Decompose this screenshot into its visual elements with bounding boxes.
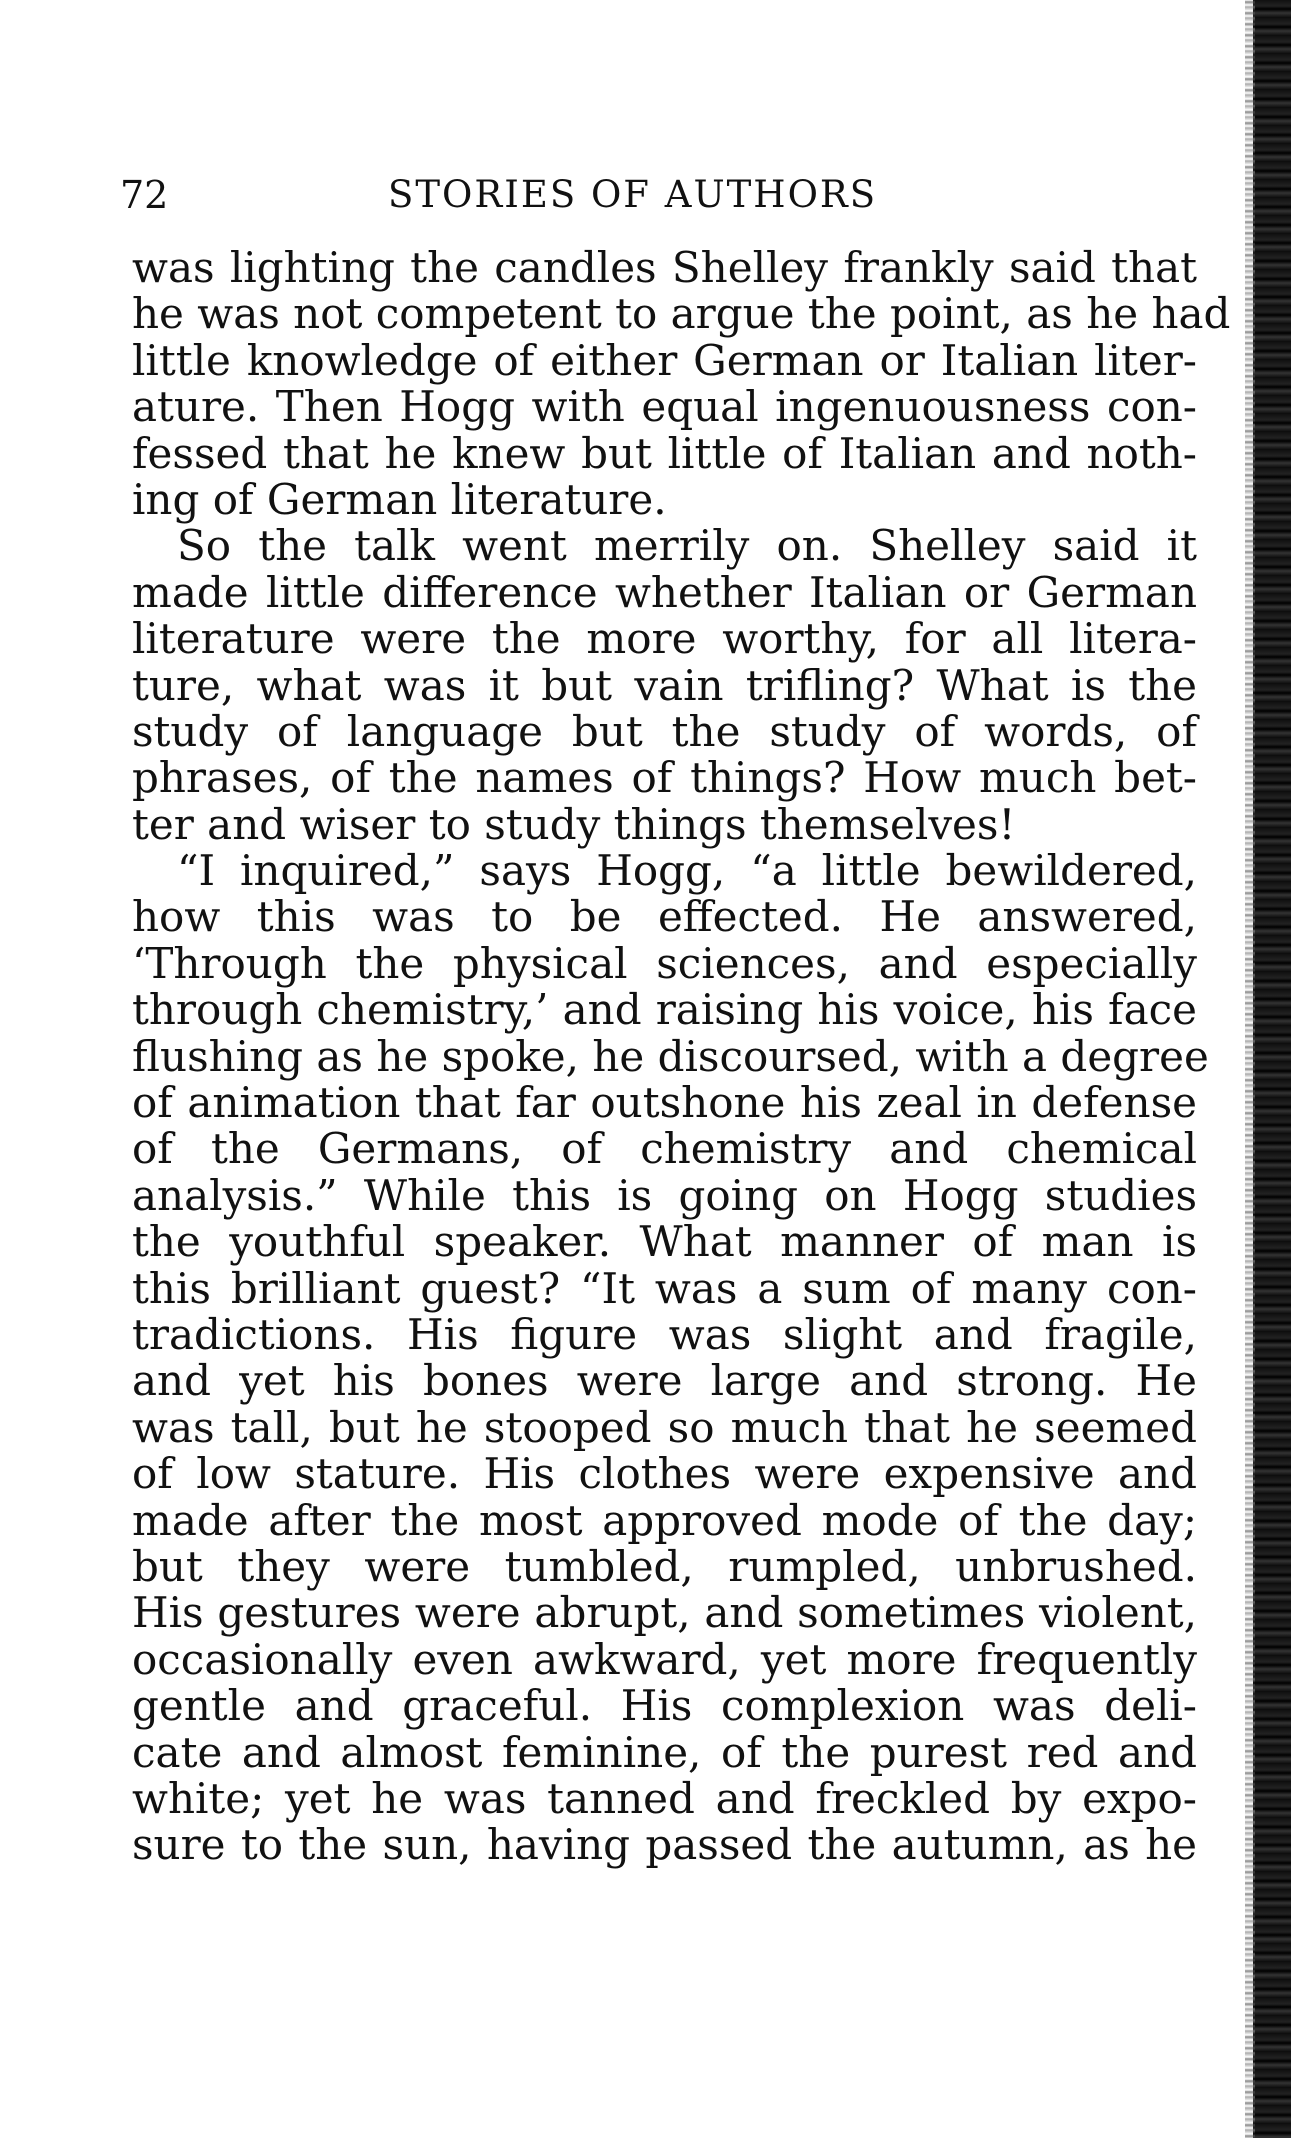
text-line: fessed that he knew but little of Italian and noth- [132, 428, 1197, 478]
text-line: ing of German literature. [132, 474, 667, 524]
page-number: 72 [120, 173, 169, 217]
text-line: sure to the sun, having passed the autumn, as he [132, 1820, 1197, 1870]
text-line: ‘Through the physical sciences, and especially [132, 938, 1197, 988]
text-line: this brilliant guest? “It was a sum of many con- [132, 1263, 1197, 1313]
text-line: cate and almost feminine, of the purest red and [132, 1727, 1197, 1777]
text-line: was tall, but he stooped so much that he seemed [132, 1402, 1197, 1452]
text-line: of the Germans, of chemistry and chemical [132, 1124, 1197, 1174]
text-line: literature were the more worthy, for all litera- [132, 614, 1197, 664]
text-line: tradictions. His figure was slight and fragile, [132, 1309, 1197, 1359]
text-line: ter and wiser to study things themselves! [132, 799, 1016, 849]
text-line: was lighting the candles Shelley frankly said that [132, 243, 1197, 292]
page-header [120, 170, 1200, 220]
text-line: and yet his bones were large and strong. He [132, 1356, 1197, 1406]
text-line: little knowledge of either German or Italian liter- [132, 335, 1197, 385]
text-line: occasionally even awkward, yet more frequently [132, 1634, 1197, 1684]
text-line: of low stature. His clothes were expensive and [132, 1449, 1197, 1499]
text-line: he was not competent to argue the point, as he had [132, 289, 1231, 339]
text-line: So the talk went merrily on. Shelley said it [177, 521, 1197, 571]
text-line: the youthful speaker. What manner of man is [132, 1217, 1197, 1267]
text-line: His gestures were abrupt, and sometimes violent, [132, 1588, 1197, 1638]
text-line: through chemistry,’ and raising his voice, his face [132, 985, 1197, 1035]
text-line: made after the most approved mode of the day; [132, 1495, 1197, 1545]
text-line: phrases, of the names of things? How much bet- [132, 753, 1197, 803]
text-line: study of language but the study of words, of [132, 706, 1197, 756]
text-line: of animation that far outshone his zeal in defense [132, 1078, 1197, 1128]
text-line: how this was to be effected. He answered, [132, 892, 1197, 942]
text-line: analysis.” While this is going on Hogg studies [132, 1170, 1197, 1220]
text-line: “I inquired,” says Hogg, “a little bewildered, [177, 846, 1197, 896]
body-text [132, 243, 1231, 1870]
text-line: but they were tumbled, rumpled, unbrushed. [132, 1541, 1197, 1591]
text-line: white; yet he was tanned and freckled by expo- [132, 1773, 1197, 1823]
page-edge-shadow [1253, 0, 1291, 2138]
text-line: flushing as he spoke, he discoursed, with a degree [132, 1031, 1209, 1081]
text-line: made little difference whether Italian or German [132, 567, 1197, 617]
text-line: ature. Then Hogg with equal ingenuousness con- [132, 382, 1197, 432]
running-title: STORIES OF AUTHORS [388, 173, 878, 216]
text-line: gentle and graceful. His complexion was deli- [132, 1681, 1197, 1731]
text-line: ture, what was it but vain trifling? What is the [132, 660, 1197, 710]
